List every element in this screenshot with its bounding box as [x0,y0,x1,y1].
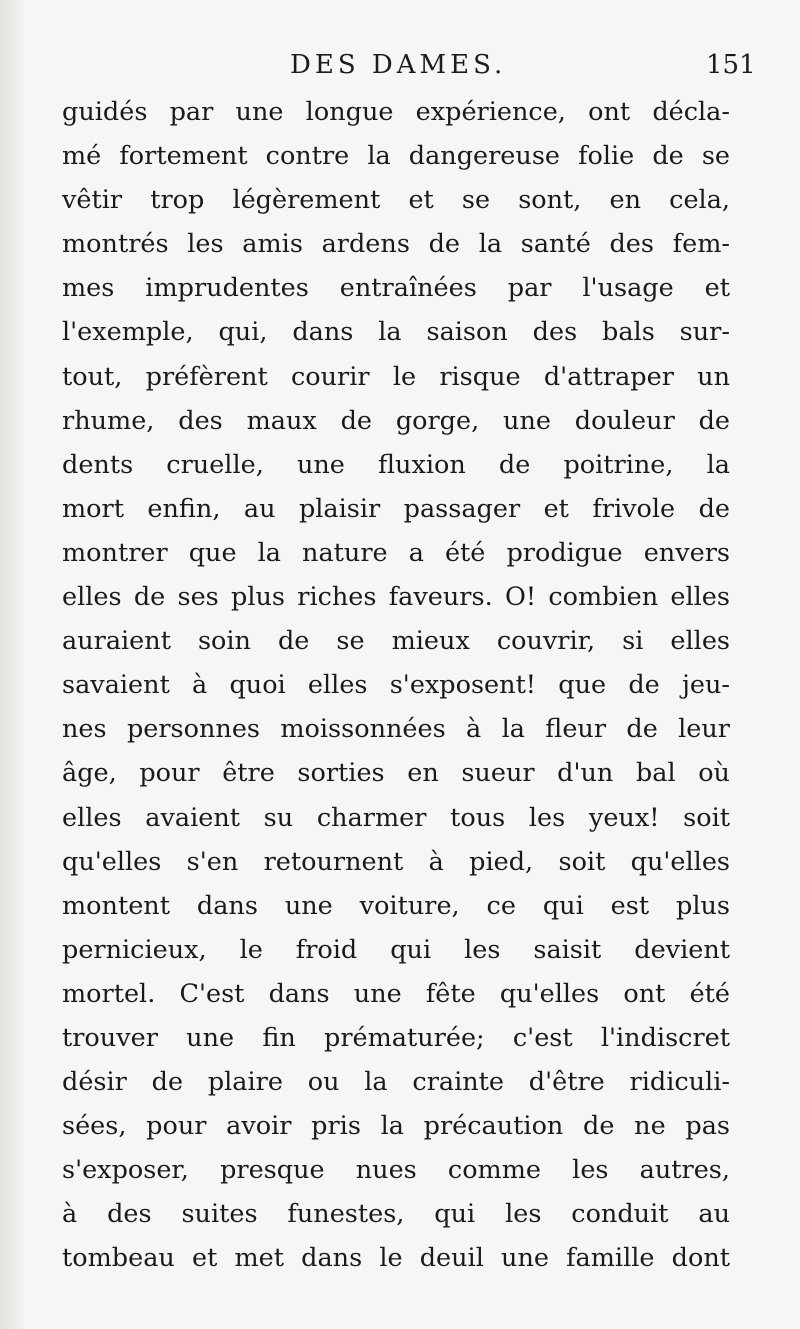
text-line: trouver une fin prématurée; c'est l'indiscret [62,1022,730,1053]
text-line: elles de ses plus riches faveurs. O! combien elles [62,582,730,613]
running-head-title: DES DAMES. [290,50,507,80]
text-line: tombeau et met dans le deuil une famille dont [62,1243,730,1274]
text-line: pernicieux, le froid qui les saisit devient [62,934,730,965]
text-line: âge, pour être sorties en sueur d'un bal où [62,758,730,789]
text-line: désir de plaire ou la crainte d'être ridiculi- [62,1067,730,1098]
text-line: elles avaient su charmer tous les yeux! soit [62,802,730,833]
text-line: mes imprudentes entraînées par l'usage et [62,273,730,304]
text-line: dents cruelle, une fluxion de poitrine, la [62,449,730,480]
text-line: auraient soin de se mieux couvrir, si elles [62,626,730,657]
text-line: guidés par une longue expérience, ont décla- [62,97,730,127]
text-line: mé fortement contre la dangereuse folie de se [62,141,730,172]
text-line: rhume, des maux de gorge, une douleur de [62,405,730,436]
text-line: vêtir trop légèrement et se sont, en cela, [62,185,730,216]
running-head [0,50,800,90]
body-text [62,90,730,1281]
text-line: tout, préfèrent courir le risque d'attraper un [62,361,730,392]
text-line: mortel. C'est dans une fête qu'elles ont été [62,978,730,1009]
text-line: l'exemple, qui, dans la saison des bals sur- [62,317,730,348]
text-line: nes personnes moissonnées à la fleur de leur [62,714,730,745]
text-line: savaient à quoi elles s'exposent! que de jeu- [62,670,730,701]
text-line: montrer que la nature a été prodigue envers [62,537,730,568]
text-line: sées, pour avoir pris la précaution de ne pas [62,1111,730,1142]
page-edge-shadow [0,0,26,1329]
text-line: mort enfin, au plaisir passager et frivole de [62,493,730,524]
text-line: qu'elles s'en retournent à pied, soit qu'elles [62,846,730,877]
text-line: à des suites funestes, qui les conduit au [62,1199,730,1230]
text-line: montrés les amis ardens de la santé des fem- [62,229,730,260]
page-number: 151 [706,50,756,80]
text-line: s'exposer, presque nues comme les autres, [62,1155,730,1186]
text-line: montent dans une voiture, ce qui est plus [62,890,730,921]
